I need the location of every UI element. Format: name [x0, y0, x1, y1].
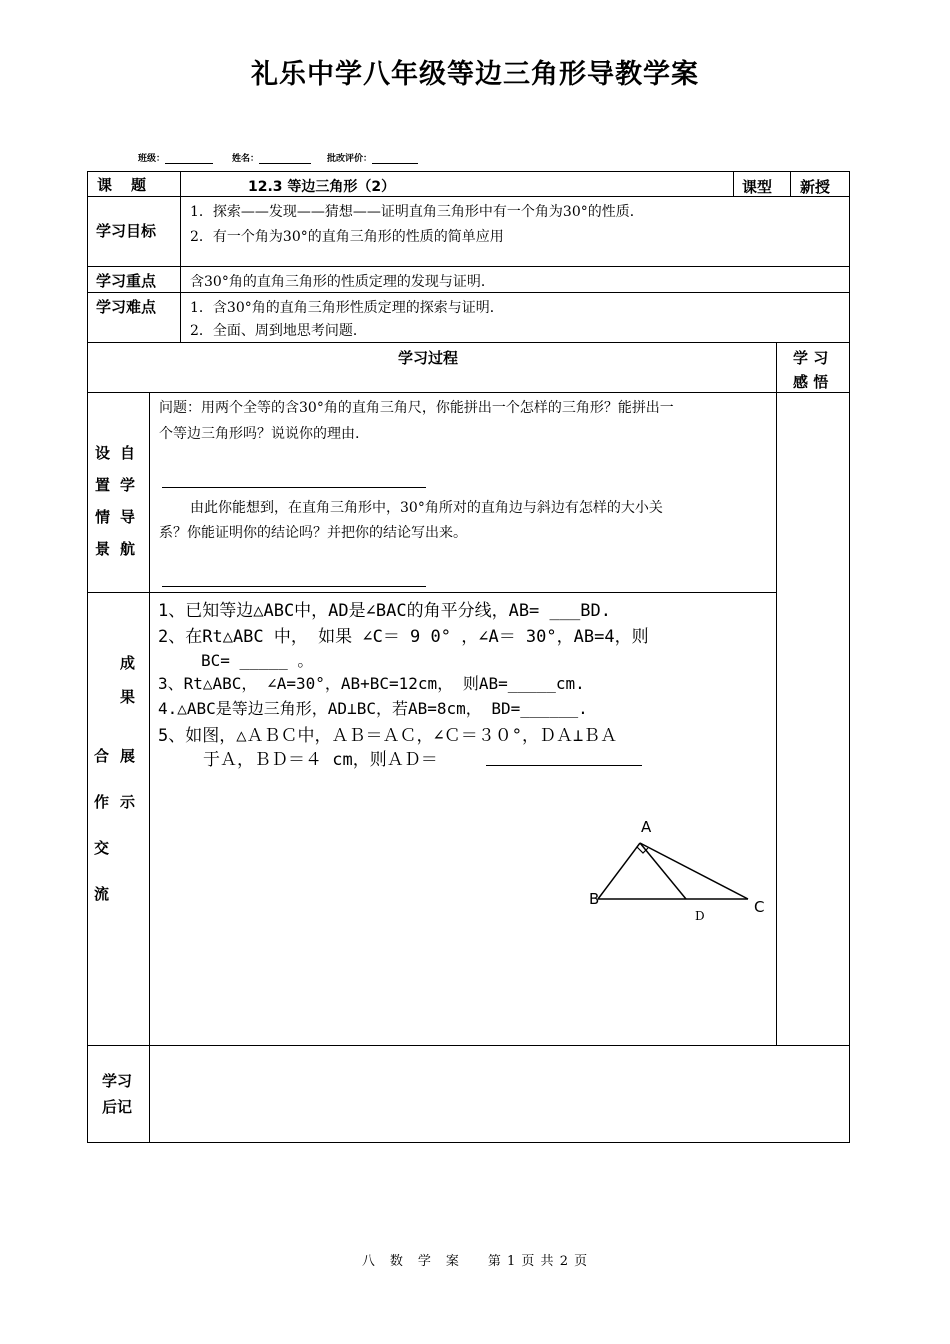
section2-label-col2-a: 成 果 — [120, 654, 136, 706]
exercise-5-line2: 于Ａ，ＢＤ＝４ cm，则ＡＤ＝ — [203, 750, 438, 770]
exercise-5-line1: 5、如图，△ＡＢＣ中，ＡＢ＝ＡＣ，∠Ｃ＝３０°，ＤＡ⊥ＢＡ — [158, 726, 618, 746]
section1-label-col2: 自 学 导 航 — [120, 444, 136, 558]
right-angle-mark — [637, 847, 648, 853]
page-footer: 八 数 学 案 第 1 页 共 2 页 — [361, 1254, 589, 1269]
exercise-2-line2: BC= _____ 。 — [201, 651, 314, 670]
segment-ad — [640, 843, 686, 899]
label-d: D — [695, 909, 705, 923]
topic-value: 12.3 等边三角形（2） — [248, 179, 396, 195]
name-field[interactable]: 姓名： — [232, 151, 311, 164]
topic-label: 课 题 — [97, 176, 149, 194]
exercise-3: 3、Rt△ABC， ∠A=30°，AB+BC=12cm， 则AB=_____cm. — [158, 674, 585, 693]
section1-label-col1: 设 置 情 景 — [95, 444, 111, 558]
question-1-line1: 问题：用两个全等的含30°角的直角三角尺，你能拼出一个怎样的三角形？能拼出一 — [159, 400, 674, 416]
label-c: C — [754, 898, 765, 916]
side-ac — [640, 843, 748, 899]
goals-label: 学习目标 — [96, 222, 157, 240]
section2-label-col2-b: 展 示 — [120, 747, 136, 811]
key-label: 学习重点 — [96, 272, 157, 290]
goal-item-2: 2．有一个角为30°的直角三角形的性质的简单应用 — [190, 229, 504, 245]
difficulty-item-1: 1．含30°角的直角三角形性质定理的探索与证明． — [190, 300, 504, 316]
difficulty-label: 学习难点 — [96, 298, 157, 316]
exercise-2-line1: 2、在Rt△ABC 中， 如果 ∠C＝ 9 0° ，∠A＝ 30°，AB=4，则 — [158, 627, 649, 647]
difficulty-item-2: 2．全面、周到地思考问题． — [190, 323, 367, 339]
type-label: 课型 — [742, 178, 773, 196]
side-ab — [598, 843, 640, 899]
answer-line-2[interactable] — [162, 586, 426, 587]
question-2-line1: 由此你能想到，在直角三角形中，30°角所对的直角边与斜边有怎样的大小关 — [190, 500, 663, 516]
reflect-label-2: 感 悟 — [793, 373, 829, 391]
question-1-line2: 个等边三角形吗？说说你的理由. — [159, 426, 360, 442]
notes-label-2: 后记 — [102, 1098, 133, 1116]
section2-label-col1: 合 作 交 流 — [94, 747, 110, 903]
question-2-line2: 系？你能证明你的结论吗？并把你的结论写出来。 — [159, 525, 467, 541]
label-a: A — [641, 818, 652, 836]
goal-item-1: 1．探索——发现——猜想——证明直角三角形中有一个角为30°的性质． — [190, 204, 644, 220]
exercise-4: 4.△ABC是等边三角形，AD⊥BC，若AB=8cm， BD=______. — [158, 699, 588, 718]
process-label: 学习过程 — [398, 349, 459, 367]
reflect-label-1: 学 习 — [793, 349, 829, 367]
exercise-5-answer-line[interactable] — [486, 765, 642, 766]
answer-line-1[interactable] — [162, 487, 426, 488]
key-text: 含30°角的直角三角形的性质定理的发现与证明． — [190, 274, 495, 290]
label-b: B — [589, 890, 600, 908]
evaluation-field[interactable]: 批改评价： — [327, 151, 418, 164]
notes-label-1: 学习 — [102, 1072, 133, 1090]
type-value: 新授 — [800, 178, 831, 196]
class-field[interactable]: 班级： — [138, 151, 213, 164]
triangle-figure — [580, 812, 780, 932]
exercise-1: 1、已知等边△ABC中，AD是∠BAC的角平分线，AB= ___BD. — [158, 601, 611, 621]
page-title: 礼乐中学八年级等边三角形导教学案 — [251, 59, 699, 90]
